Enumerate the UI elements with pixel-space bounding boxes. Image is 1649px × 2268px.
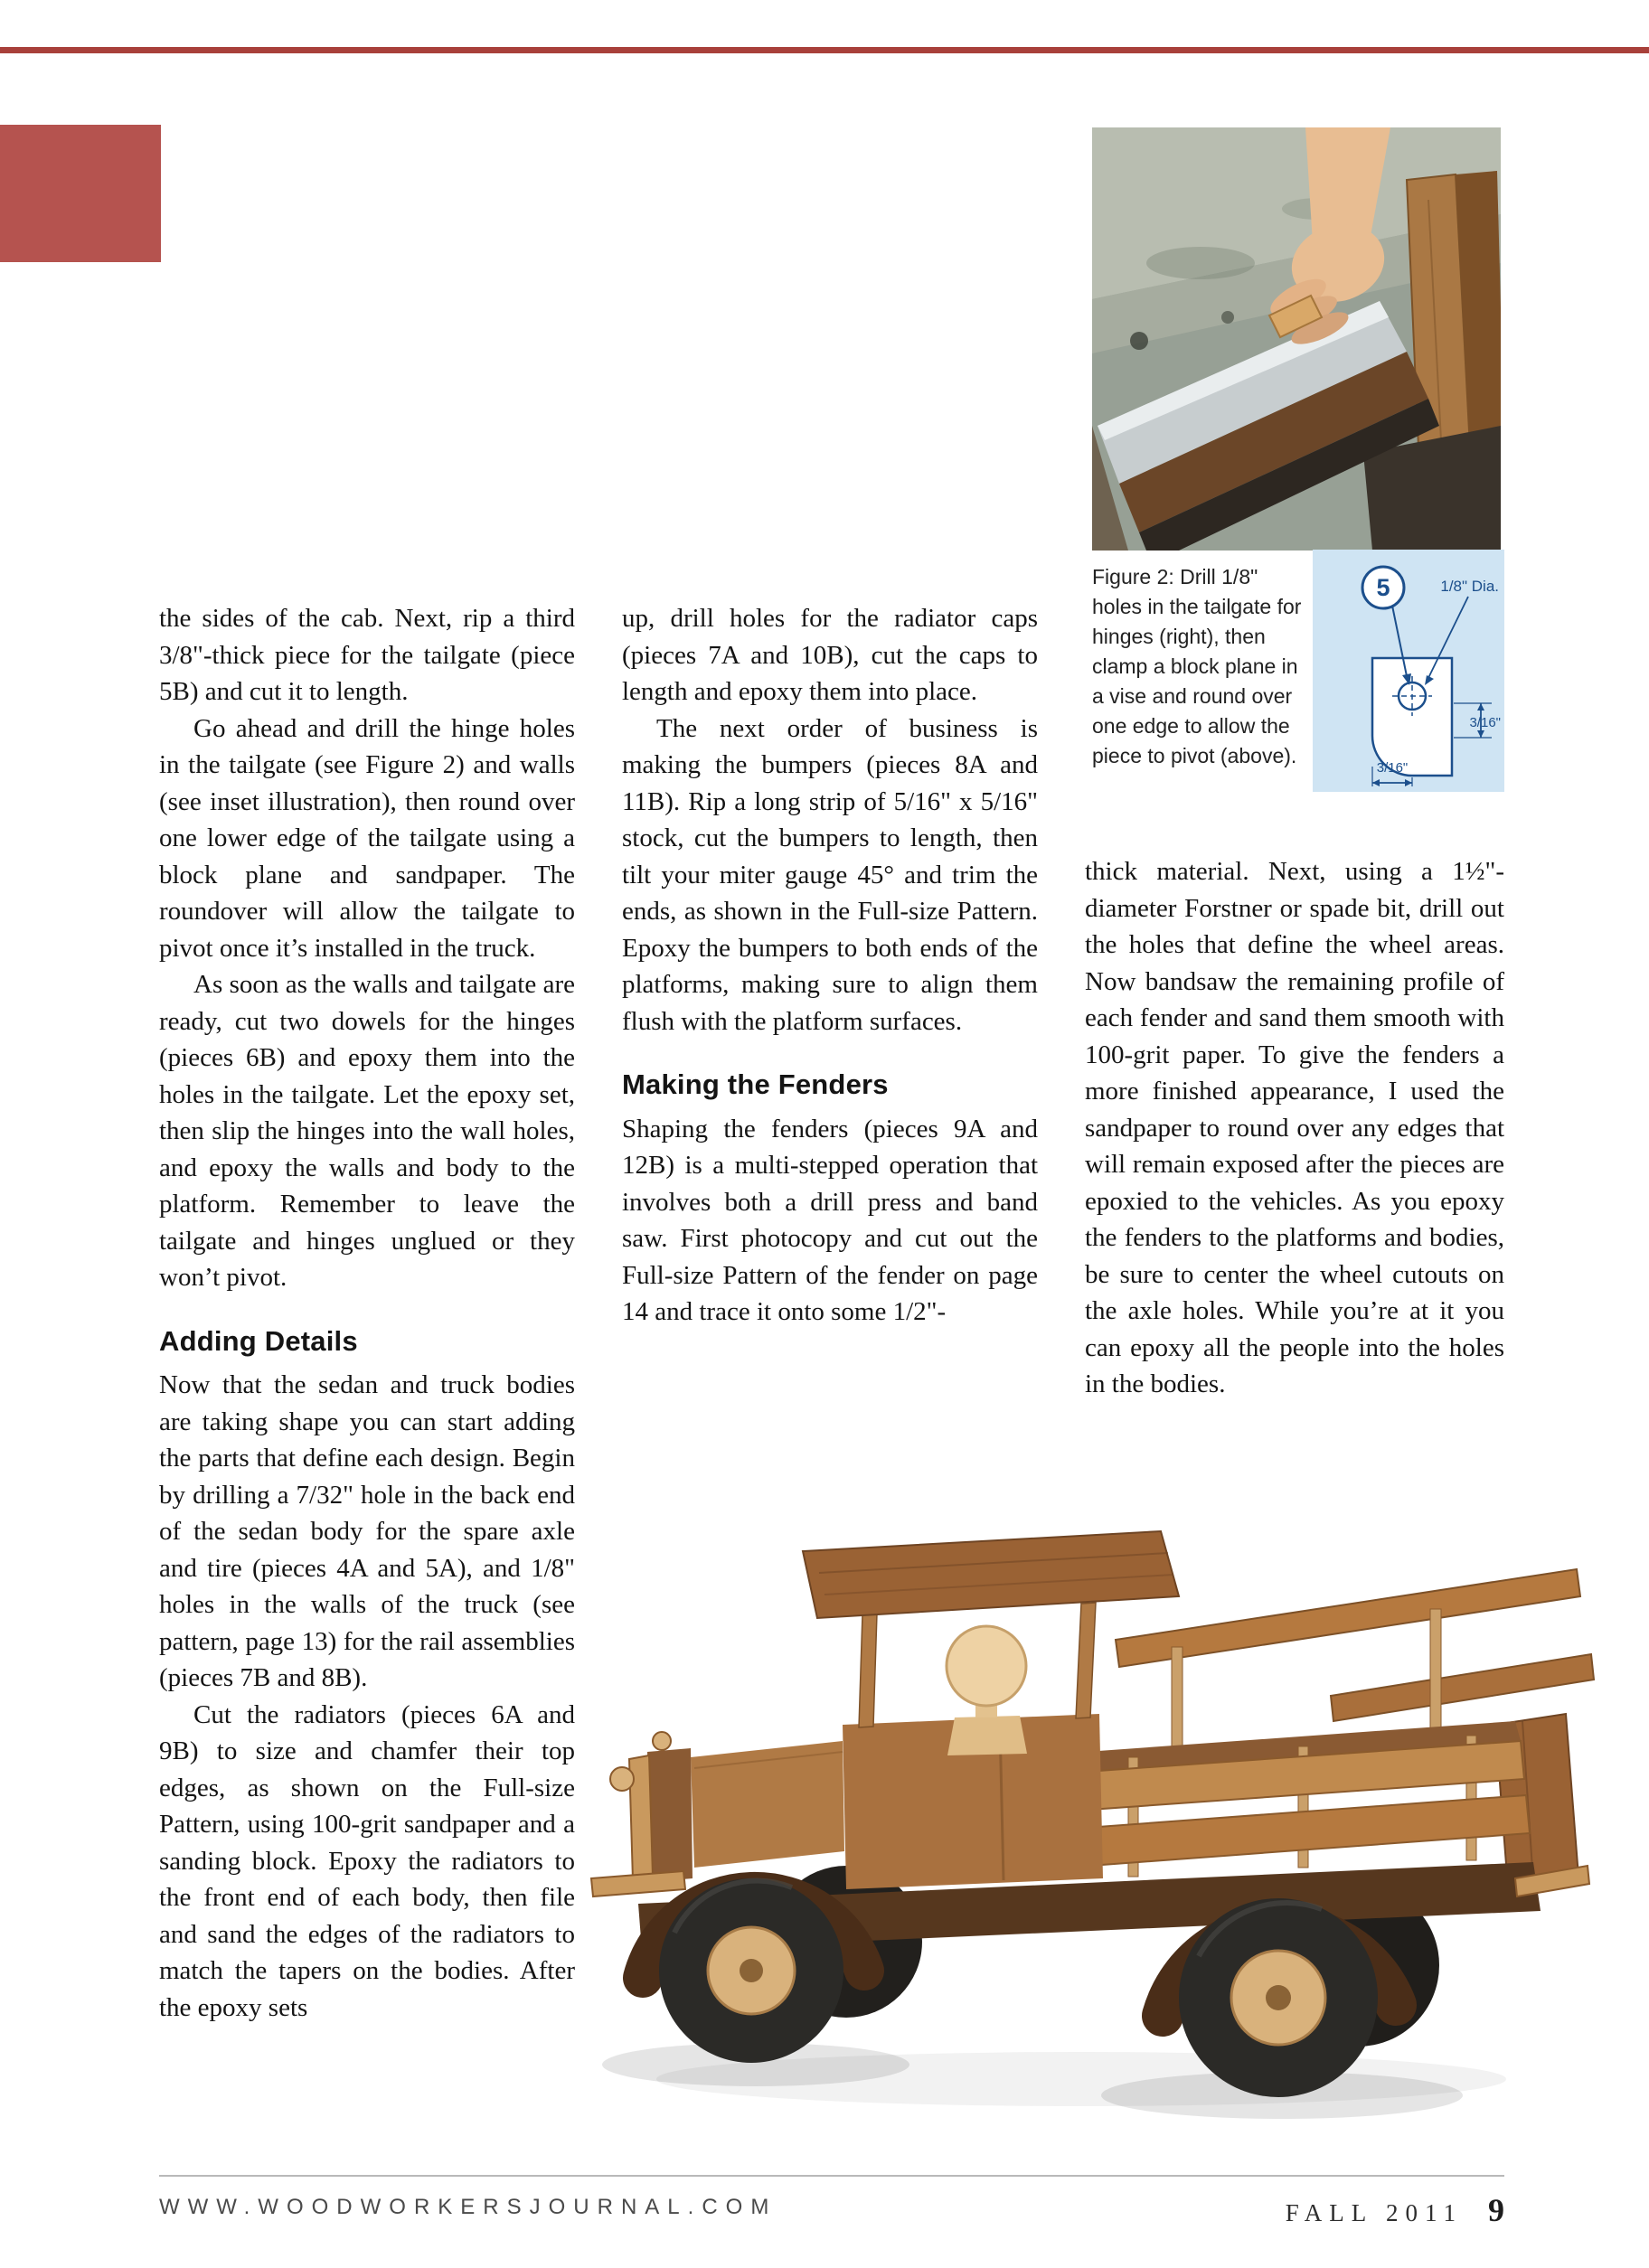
bed-rail-upper (1116, 1569, 1580, 1667)
wooden-toy-truck-illustration (575, 1454, 1606, 2141)
rail-post (1430, 1609, 1441, 1745)
windshield-pillar (859, 1614, 877, 1727)
heading-adding-details: Adding Details (159, 1324, 358, 1357)
accent-block (0, 125, 161, 262)
driver-head (947, 1626, 1026, 1706)
body-paragraph: Go ahead and drill the hinge holes in the tailgate (see Figure 2) and walls (see inset illustration), then round over one lower edge of the tailgate using a block plane and sandpaper. The roundover will allow the tailgate to pivot once it’s installed in the truck. (159, 713, 575, 963)
body-paragraph: Now that the sedan and truck bodies are taking shape you can start adding the parts that define each design. Begin by drilling a 7/32" hole in the back end of the sedan body for the spare axle and tire (pieces 4A and 5A), and 1/8" holes in the walls of the truck (see pattern, page 13) for the rail assemblies (pieces 7B and 8B). (159, 1370, 575, 1692)
text-column-3 (1085, 853, 1504, 1403)
body-paragraph: Cut the radiators (pieces 6A and 9B) to size and chamfer their top edges, as shown on the Full-size Pattern, using 100-grit sandpaper and a sanding block. Epoxy the radiators to the front end of each body, then file and sand the edges of the radiators to match the tapers on the bodies. After the epoxy sets (159, 1699, 575, 2022)
figure2-diagram (1313, 550, 1504, 792)
front-bumper (591, 1871, 685, 1896)
footer-issue: FALL 2011 (1285, 2199, 1463, 2226)
heading-making-the-fenders: Making the Fenders (622, 1068, 889, 1100)
body-paragraph: As soon as the walls and tailgate are ready, cut two dowels for the hinges (pieces 6B) and epoxy them into the holes in the tailgate. Let the epoxy set, then slip the hinges into the wall holes, and epoxy the walls and body to the platform. Remember to leave the tailgate and hinges unglued or they won’t pivot. (159, 970, 575, 1292)
tailgate-hinge-diagram (1313, 550, 1504, 792)
part-callout-number: 5 (1376, 574, 1390, 601)
toy-truck-photo (575, 1454, 1606, 2150)
footer-rule (159, 2175, 1504, 2177)
body-paragraph: up, drill holes for the radiator caps (pieces 7A and 10B), cut the caps to length and epoxy them into place. (622, 604, 1038, 706)
dim-right-label: 3/16" (1469, 715, 1501, 730)
top-accent-rule (0, 47, 1649, 53)
footer-website: WWW.WOODWORKERSJOURNAL.COM (159, 2195, 777, 2219)
figure2-photo (1092, 127, 1501, 551)
headlight (610, 1767, 634, 1791)
driver-body (947, 1716, 1027, 1755)
figure2-caption: Figure 2: Drill 1/8" holes in the tailgate for hinges (right), then clamp a block plane in a vise and round over one edge to allow the piece to pivot (above). (1092, 565, 1302, 767)
text-column-1 (159, 600, 575, 2026)
rear-pillar (1076, 1603, 1096, 1718)
rear-axle (1266, 1985, 1291, 2010)
text-column-2 (622, 600, 1038, 1331)
body-paragraph: Shaping the fenders (pieces 9A and 12B) is a multi-stepped operation that involves both a drill press and band saw. First photocopy and cut out the Full-size Pattern of the fender on page 14 and trace it onto some 1/2"- (622, 1114, 1038, 1326)
front-axle (740, 1959, 763, 1982)
hole-diameter-label: 1/8" Dia. (1440, 578, 1499, 595)
cab-roof (803, 1531, 1179, 1618)
radiator (647, 1748, 693, 1882)
body-paragraph: thick material. Next, using a 1½"-diameter Forstner or spade bit, drill out the holes that define the wheel areas. Now bandsaw the remaining profile of each fender and sand them smooth with 100-grit paper. To give the fenders a more finished appearance, I used the sandpaper to round over any edges that will remain exposed after the pieces are epoxied to the vehicles. As you epoxy the fenders to the platforms and bodies, be sure to center the wheel cutouts on the axle holes. While you’re at it you can epoxy all the people into the holes in the bodies. (1085, 857, 1504, 1398)
footer-page-number: 9 (1488, 2192, 1504, 2228)
body-paragraph: The next order of business is making the bumpers (pieces 8A and 11B). Rip a long strip of 5/16" x 5/16" stock, cut the bumpers to length, then tilt your miter gauge 45° and trim the ends, as shown in the Full-size Pattern. Epoxy the bumpers to both ends of the platforms, making sure to align them flush with the platform surfaces. (622, 713, 1038, 1036)
tailgate-cross-section (1372, 658, 1452, 776)
body-paragraph: the sides of the cab. Next, rip a third 3/8"-thick piece for the tailgate (piece 5B) and cut it to length. (159, 604, 575, 706)
dim-bottom-label: 3/16" (1376, 760, 1409, 776)
workbench-photo-illustration (1092, 127, 1501, 551)
bed-rail-lower (1331, 1654, 1594, 1721)
footer-right (1286, 2191, 1504, 2229)
radiator-cap (653, 1732, 671, 1750)
